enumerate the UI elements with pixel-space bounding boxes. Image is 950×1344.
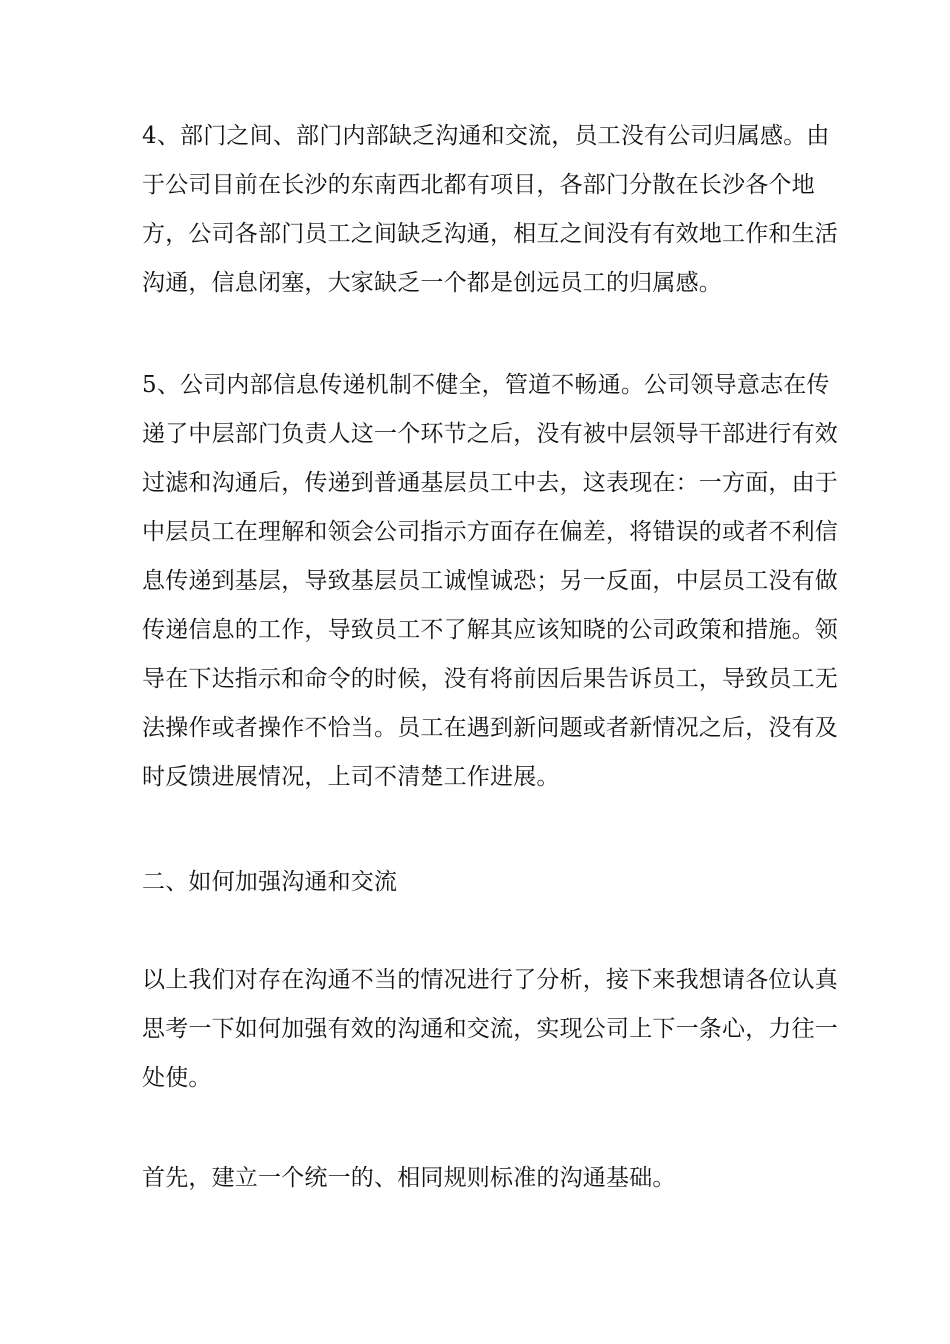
paragraph-department-communication: [142, 112, 838, 308]
text-line: 于公司目前在长沙的东南西北都有项目，各部门分散在长沙各个地: [142, 172, 815, 198]
text-line: 法操作或者操作不恰当。员工在遇到新问题或者新情况之后，没有及: [142, 715, 838, 741]
text-line: 传递信息的工作，导致员工不了解其应该知晓的公司政策和措施。领: [142, 617, 838, 643]
text-line: 思考一下如何加强有效的沟通和交流，实现公司上下一条心，力往一: [142, 1016, 838, 1042]
text-line: 4、部门之间、部门内部缺乏沟通和交流，员工没有公司归属感。由: [142, 123, 830, 149]
text-line: 二、如何加强沟通和交流: [142, 869, 398, 895]
paragraph-information-mechanism: [142, 361, 838, 802]
text-line: 递了中层部门负责人这一个环节之后，没有被中层领导干部进行有效: [142, 421, 838, 447]
text-line: 息传递到基层，导致基层员工诚惶诚恐；另一反面，中层员工没有做: [142, 568, 838, 594]
paragraph-first-step: [142, 1154, 812, 1203]
text-line: 处使。: [142, 1065, 212, 1091]
paragraph-analysis-intro: [142, 956, 838, 1103]
section-heading: [142, 858, 812, 907]
text-line: 方，公司各部门员工之间缺乏沟通，相互之间没有有效地工作和生活: [142, 221, 838, 247]
text-line: 首先，建立一个统一的、相同规则标准的沟通基础。: [142, 1165, 676, 1191]
text-line: 5、公司内部信息传递机制不健全，管道不畅通。公司领导意志在传: [142, 372, 830, 398]
text-line: 以上我们对存在沟通不当的情况进行了分析，接下来我想请各位认真: [142, 967, 838, 993]
text-line: 导在下达指示和命令的时候，没有将前因后果告诉员工，导致员工无: [142, 666, 838, 692]
text-line: 时反馈进展情况，上司不清楚工作进展。: [142, 764, 560, 790]
text-line: 中层员工在理解和领会公司指示方面存在偏差，将错误的或者不利信: [142, 519, 838, 545]
text-line: 沟通，信息闭塞，大家缺乏一个都是创远员工的归属感。: [142, 270, 722, 296]
text-line: 过滤和沟通后，传递到普通基层员工中去，这表现在：一方面，由于: [142, 470, 838, 496]
